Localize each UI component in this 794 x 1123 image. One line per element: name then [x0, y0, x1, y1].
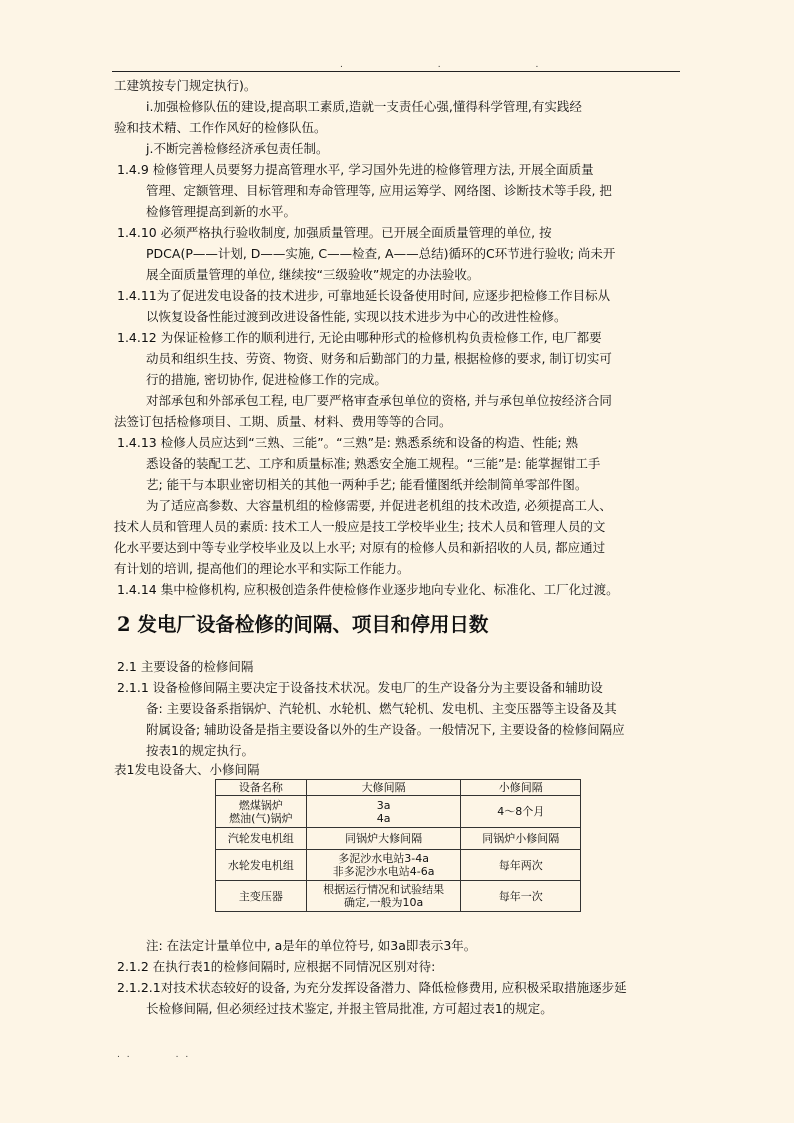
table-header-cell: 设备名称 — [216, 780, 307, 796]
cell-text: 4～8个月 — [497, 805, 545, 818]
table-cell-minor — [461, 828, 581, 850]
table-cell-major — [306, 796, 461, 828]
text-line: 动员和组织生技、劳资、物资、财务和后勤部门的力量, 根据检修的要求, 制订切实可 — [146, 351, 612, 366]
text-line: 工建筑按专门规定执行)。 — [114, 78, 257, 93]
text-line: i.加强检修队伍的建设,提高职工素质,造就一支责任心强,懂得科学管理,有实践经 — [146, 99, 582, 114]
cell-text: 主变压器 — [238, 889, 283, 903]
cell-text: 汽轮发电机组 — [227, 832, 294, 845]
cell-text: 每年一次 — [498, 889, 543, 903]
cell-text: 非多泥沙水电站4-6a — [332, 865, 435, 878]
cell-text: 确定,一般为10a — [344, 896, 424, 909]
cell-text: 多泥沙水电站3-4a — [338, 852, 429, 865]
table-cell-major — [306, 828, 461, 850]
table-row — [216, 850, 581, 881]
text-line: 艺; 能干与本职业密切相关的其他一两种手艺; 能看懂图纸并绘制简单零部件图。 — [146, 477, 588, 492]
text-line: 2.1.1 设备检修间隔主要决定于设备技术状况。发电厂的生产设备分为主要设备和辅助设 — [117, 680, 603, 695]
text-line: PDCA(P——计划, D——实施, C——检查, A——总结)循环的C环节进行验收; 尚未开 — [146, 246, 616, 261]
footer-dots-left: . . — [117, 1050, 132, 1060]
cell-text: 燃油(气)锅炉 — [229, 811, 293, 825]
cell-text: 根据运行情况和试验结果 — [323, 883, 445, 896]
table-cell-minor — [461, 850, 581, 881]
text-line: 有计划的培训, 提高他们的理论水平和实际工作能力。 — [114, 561, 410, 576]
text-line: 1.4.10 必须严格执行验收制度, 加强质量管理。已开展全面质量管理的单位, 按 — [117, 225, 552, 240]
text-line: 按表1的规定执行。 — [146, 743, 254, 758]
table-cell-major — [306, 881, 461, 912]
header-rule — [112, 71, 680, 72]
text-line: 备: 主要设备系指锅炉、汽轮机、水轮机、燃气轮机、发电机、主变压器等主设备及其 — [146, 701, 617, 716]
text-line: 1.4.12 为保证检修工作的顺利进行, 无论由哪种形式的检修机构负责检修工作, 电厂都要 — [117, 330, 602, 345]
text-line: 技术人员和管理人员的素质: 技术工人一般应是技工学校毕业生; 技术人员和管理人员的文 — [114, 519, 606, 534]
text-line: 1.4.9 检修管理人员要努力提高管理水平, 学习国外先进的检修管理方法, 开展全面质量 — [117, 162, 594, 177]
text-line: 注: 在法定计量单位中, a是年的单位符号, 如3a即表示3年。 — [146, 938, 477, 953]
text-line: 法签订包括检修项目、工期、质量、材料、费用等等的合同。 — [114, 414, 452, 429]
table-row — [216, 881, 581, 912]
text-line: 附属设备; 辅助设备是指主要设备以外的生产设备。一般情况下, 主要设备的检修间隔应 — [146, 722, 625, 737]
cell-text: 同锅炉大修间隔 — [345, 832, 423, 845]
table-row — [216, 828, 581, 850]
text-line: 行的措施, 密切协作, 促进检修工作的完成。 — [146, 372, 387, 387]
table-cell-name — [216, 796, 307, 828]
text-line: 1.4.13 检修人员应达到“三熟、三能”。“三熟”是: 熟悉系统和设备的构造、性能; 熟 — [117, 435, 579, 450]
text-line: 表1发电设备大、小修间隔 — [114, 762, 260, 777]
text-line: 以恢复设备性能过渡到改进设备性能, 实现以技术进步为中心的改进性检修。 — [146, 309, 567, 324]
table-cell-minor — [461, 796, 581, 828]
text-line: 检修管理提高到新的水平。 — [146, 204, 297, 219]
text-line: 展全面质量管理的单位, 继续按“三级验收”规定的办法验收。 — [146, 267, 480, 282]
text-line: 管理、定额管理、目标管理和寿命管理等, 应用运筹学、网络图、诊断技术等手段, 把 — [146, 183, 612, 198]
table-header-row — [216, 780, 581, 796]
cell-text: 燃煤锅炉 — [238, 798, 283, 812]
text-line: j.不断完善检修经济承包责任制。 — [146, 141, 329, 156]
text-line: 2.1 主要设备的检修间隔 — [117, 659, 254, 674]
text-line: 化水平要达到中等专业学校毕业及以上水平; 对原有的检修人员和新招收的人员, 都应通过 — [114, 540, 606, 555]
text-line: 2.1.2.1对技术状态较好的设备, 为充分发挥设备潜力、降低检修费用, 应积极采取措施逐步延 — [117, 980, 627, 995]
section-title: 2 发电厂设备检修的间隔、项目和停用日数 — [117, 613, 489, 636]
footer-dots-right: . . — [175, 1050, 191, 1060]
text-line: 1.4.14 集中检修机构, 应积极创造条件使检修作业逐步地向专业化、标准化、工厂化过渡。 — [117, 582, 619, 597]
text-line: 悉设备的装配工艺、工序和质量标准; 熟悉安全施工规程。“三能”是: 能掌握钳工手 — [146, 456, 601, 471]
text-line: 2.1.2 在执行表1的检修间隔时, 应根据不同情况区别对待: — [117, 959, 436, 974]
cell-text: 同锅炉小修间隔 — [482, 832, 560, 845]
table-header-cell: 大修间隔 — [306, 780, 461, 796]
table-cell-name — [216, 850, 307, 881]
table-cell-name — [216, 881, 307, 912]
cell-text: 每年两次 — [498, 858, 543, 872]
table-header-cell: 小修间隔 — [461, 780, 581, 796]
header-dots: . . . — [340, 60, 585, 70]
maintenance-interval-table — [215, 779, 581, 912]
table-row — [216, 796, 581, 828]
cell-text: 3a — [376, 798, 391, 812]
table-cell-name — [216, 828, 307, 850]
text-line: 对部承包和外部承包工程, 电厂要严格审查承包单位的资格, 并与承包单位按经济合同 — [146, 393, 612, 408]
text-line: 为了适应高参数、大容量机组的检修需要, 并促进老机组的技术改造, 必须提高工人、 — [146, 498, 612, 513]
text-line: 验和技术精、工作作风好的检修队伍。 — [114, 120, 327, 135]
table-cell-major — [306, 850, 461, 881]
cell-text: 4a — [376, 811, 391, 825]
footer-dots — [117, 1050, 234, 1060]
cell-text: 水轮发电机组 — [227, 858, 294, 872]
text-line: 1.4.11为了促进发电设备的技术进步, 可靠地延长设备使用时间, 应逐步把检修工作目标从 — [117, 288, 611, 303]
text-line: 长检修间隔, 但必须经过技术鉴定, 并报主管局批准, 方可超过表1的规定。 — [146, 1001, 553, 1016]
table-cell-minor — [461, 881, 581, 912]
